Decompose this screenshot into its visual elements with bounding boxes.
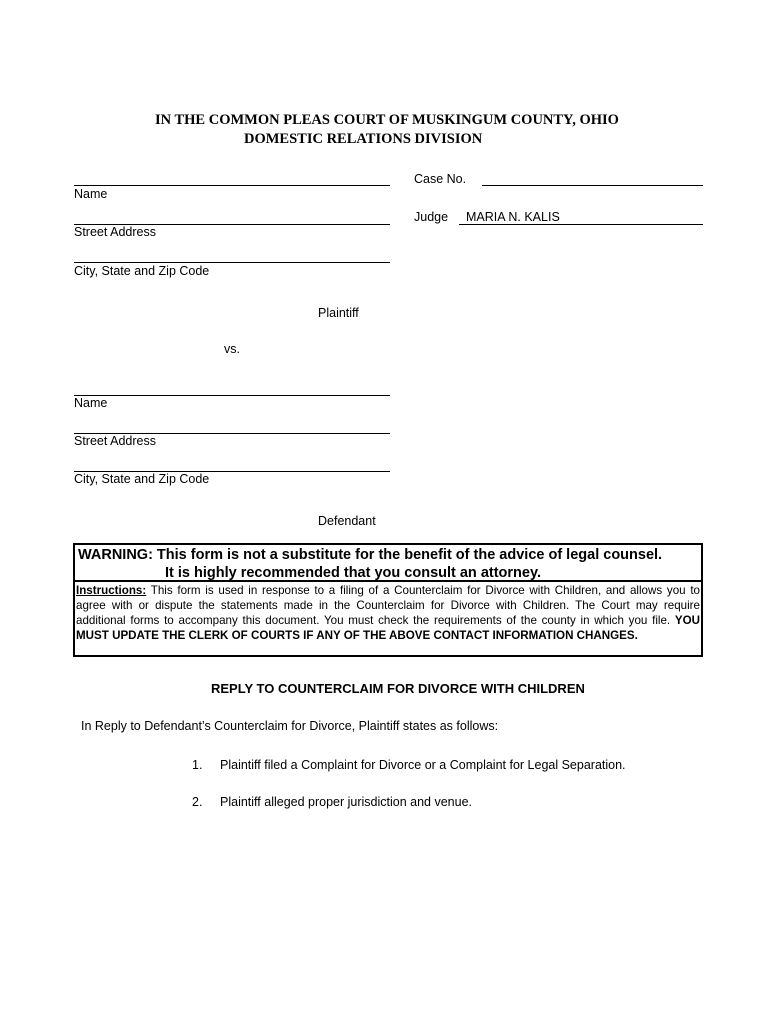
warning-line2: It is highly recommended that you consult an attorney. [165, 565, 541, 581]
warning-line1: WARNING: This form is not a substitute for the benefit of the advice of legal counsel. [78, 547, 663, 563]
defendant-street-label: Street Address [74, 434, 156, 448]
warning-header [75, 545, 701, 582]
intro-text: In Reply to Defendant’s Counterclaim for Divorce, Plaintiff states as follows: [81, 719, 499, 733]
defendant-name-label: Name [74, 396, 108, 410]
court-header-line1: IN THE COMMON PLEAS COURT OF MUSKINGUM COUNTY, OHIO [155, 112, 619, 128]
instructions-text [76, 583, 700, 643]
plaintiff-city-label: City, State and Zip Code [74, 264, 210, 278]
defendant-name-field[interactable] [74, 395, 390, 396]
item-text: Plaintiff filed a Complaint for Divorce or a Complaint for Legal Separation. [220, 758, 626, 772]
instructions-bold-notice: YOU MUST UPDATE THE CLERK OF COURTS IF ANY OF THE ABOVE CONTACT INFORMATION CHANGES. [76, 614, 700, 642]
judge-field[interactable] [459, 224, 703, 225]
plaintiff-role-label: Plaintiff [318, 306, 359, 320]
plaintiff-name-label: Name [74, 187, 108, 201]
plaintiff-city-field[interactable] [74, 262, 390, 263]
defendant-role-label: Defendant [318, 514, 376, 528]
item-number: 2. [192, 795, 203, 809]
defendant-city-label: City, State and Zip Code [74, 472, 210, 486]
case-no-field[interactable] [482, 185, 703, 186]
plaintiff-street-label: Street Address [74, 225, 156, 239]
item-text: Plaintiff alleged proper jurisdiction and venue. [220, 795, 473, 809]
instructions-label: Instructions: [76, 584, 147, 597]
judge-value: MARIA N. KALIS [466, 210, 560, 224]
case-no-label: Case No. [414, 172, 467, 186]
plaintiff-name-field[interactable] [74, 185, 390, 186]
versus-label: vs. [224, 342, 240, 356]
judge-label: Judge [414, 210, 449, 224]
instructions-body: This form is used in response to a filing of a Counterclaim for Divorce with Children, and allows you to agree with or dispute the statements made in the Counterclaim for Divorce with Children. The Court may require additional forms to accompany this document. You must check the requirements of the county in which you file. [76, 584, 700, 627]
document-title: REPLY TO COUNTERCLAIM FOR DIVORCE WITH CHILDREN [211, 681, 585, 696]
warning-box [73, 543, 703, 657]
court-header-line2: DOMESTIC RELATIONS DIVISION [244, 131, 483, 147]
item-number: 1. [192, 758, 203, 772]
